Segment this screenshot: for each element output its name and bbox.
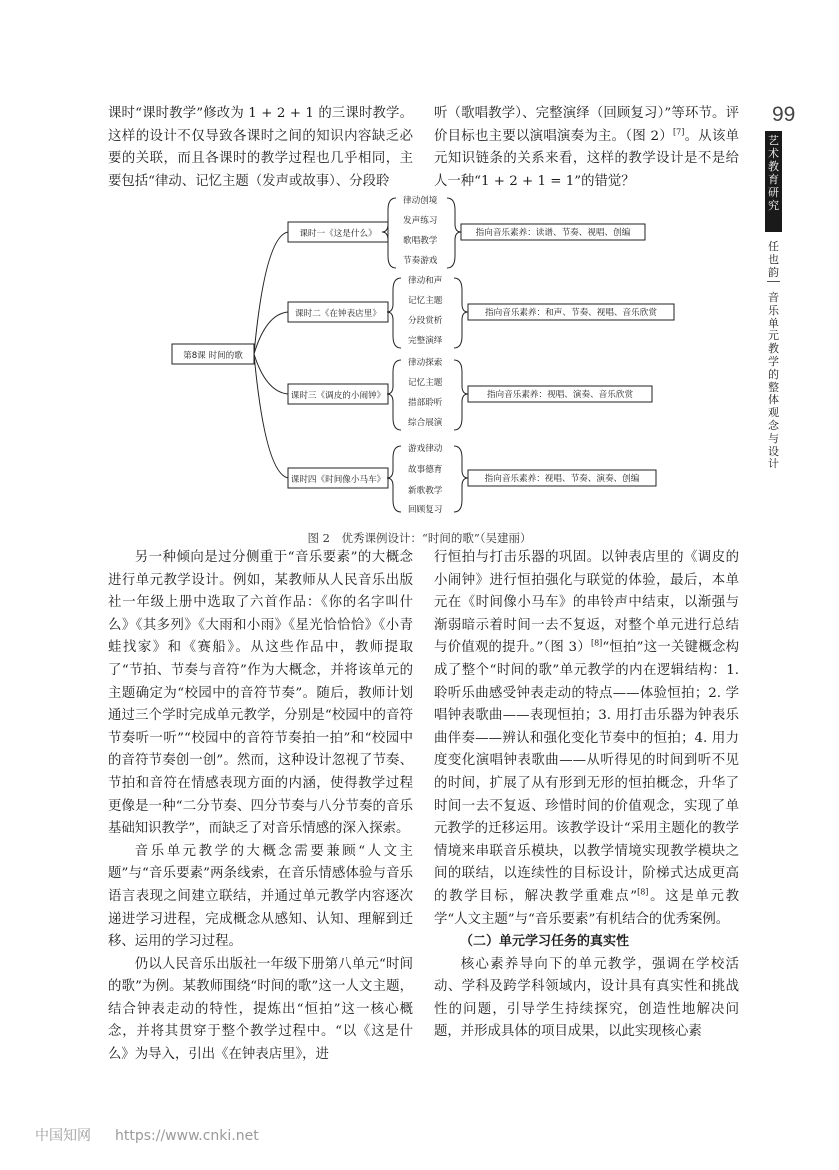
activity-item: 措部聆听	[408, 398, 443, 408]
author-name: 任也韵	[768, 240, 779, 279]
left-column-top	[108, 103, 413, 193]
root-link	[254, 232, 288, 354]
paragraph: 课时“课时教学”修改为 1 + 2 + 1 的三课时教学。这样的设计不仅导致各课时之间的知识内容缺乏必要的关联，而且各课时的教学过程也几乎相同，主要包括“律动、记忆主题（发声或故事）、分段聆	[108, 106, 413, 189]
activity-item: 游戏律动	[408, 444, 443, 454]
activity-item: 故事德育	[408, 465, 443, 475]
lesson-node: 课时一《这是什么》	[299, 229, 377, 239]
site-name: 中国知网	[35, 1128, 91, 1144]
activity-item: 综合展演	[408, 418, 443, 428]
citation[interactable]: [8]	[637, 887, 649, 897]
root-link	[254, 354, 288, 478]
citation[interactable]: [7]	[672, 127, 685, 137]
activity-item: 回顾复习	[408, 505, 443, 515]
activity-item: 记忆主题	[408, 378, 443, 388]
page-number: 99	[772, 103, 796, 126]
activity-item: 发声练习	[403, 216, 438, 226]
lesson-node: 课时二《在钟表店里》	[295, 309, 381, 319]
left-column-bottom	[108, 547, 413, 1067]
lesson-node: 课时三《调皮的小闹钟》	[290, 391, 386, 401]
paragraph: 另一种倾向是过分侧重于“音乐要素”的大概念进行单元教学设计。例如，某教师从人民音乐出版社一年级上册中选取了六首作品：《你的名字叫什么》《其多列》《大雨和小雨》《星光恰恰恰》《小青蛙找家》和《赛船》。从这些作品中，教师提取了“节拍、节奏与音符”作为大概念，并将该单元的主题确定为“校园中的音符节奏”。随后，教师计划通过三个学时完成单元教学，分别是“校园中的音符节奏听一听”“校园中的音符节奏拍一拍”和“校园中的音符节奏创一创”。然而，这种设计忽视了节奏、节拍和音符在情感表现方面的内涵，使得教学过程更像是一种“二分节奏、四分节奏与八分节奏的音乐基础知识教学”，而缺乏了对音乐情感的深入探索。	[108, 550, 413, 837]
sidebar-divider	[767, 281, 780, 282]
section-heading: （二）单元学习任务的真实性	[460, 934, 630, 950]
paragraph: 仍以人民音乐出版社一年级下册第八单元“时间的歌”为例。某教师围绕“时间的歌”这一人文主题，结合钟表走动的特性，提炼出“恒拍”这一核心概念，并将其贯穿于整个教学过程中。“以《这是什么》为导入，引出《在钟表店里》，进	[108, 956, 413, 1063]
activity-item: 新歌教学	[408, 486, 443, 496]
figure-caption: 图 2 优秀课例设计：“时间的歌”（吴建丽）	[307, 531, 532, 545]
article-title: 音乐单元教学的整体观念与设计	[768, 291, 779, 471]
root-link	[254, 354, 288, 394]
right-column-bottom	[434, 547, 739, 1044]
paragraph: 音乐单元教学的大概念需要兼顾“人文主题”与“音乐要素”两条线索，在音乐情感体验与音乐语言表现之间建立联结，并通过单元教学内容逐次递进学习进程，完成概念从感知、认知、理解到迁移、运用的学习过程。	[108, 843, 413, 950]
paragraph: 听（歌唱教学）、完整演绎（回顾复习）”等环节。评价目标也主要以演唱演奏为主。（图 2）[7]。从该单元知识链条的关系来看，这样的教学设计是不是给人一种“1 + 2 + 1 = 1”的错觉？	[434, 106, 739, 189]
activity-item: 律动创境	[403, 196, 438, 206]
activity-item: 分段赏析	[408, 316, 443, 326]
activity-item: 记忆主题	[408, 296, 443, 306]
citation[interactable]: [8]	[590, 638, 603, 648]
goal-node: 指向音乐素养：读谱、节奏、视唱、创编	[475, 228, 631, 238]
activity-item: 节奏游戏	[403, 256, 438, 266]
journal-name: 艺术教育研究	[768, 134, 779, 212]
paragraph: 行恒拍与打击乐器的巩固。以钟表店里的《调皮的小闹钟》进行恒拍强化与联觉的体验，最后，本单元在《时间像小马车》的串铃声中结束，以渐强与渐弱暗示着时间一去不复返，对整个单元进行总结与价值观的提升。”（图 3）[8]“恒拍”这一关键概念构成了整个“时间的歌”单元教学的内在逻辑结构：1. 聆听乐曲感受钟表走动的特点——体验恒拍；2. 学唱钟表歌曲——表现恒拍；3. 用打击乐器为钟表乐曲伴奏——辨认和强化变化节奏中的恒拍；4. 用力度变化演唱钟表歌曲——从听得见的时间到听不见的时间，扩展了从有形到无形的恒拍概念，升华了时间一去不复返、珍惜时间的价值观念，实现了单元教学的迁移运用。该教学设计“采用主题化的教学情境来串联音乐模块，以教学情境实现教学模块之间的联结，以连续性的目标设计，阶梯式达成更高的教学目标，解决教学重难点”[8]。这是单元教学“人文主题”与“音乐要素”有机结合的优秀案例。	[434, 550, 739, 927]
activity-item: 律动和声	[408, 276, 443, 286]
right-column-top	[434, 103, 739, 193]
figure-mindmap	[160, 188, 680, 523]
activity-item: 歌唱教学	[403, 236, 438, 246]
root-link	[254, 312, 288, 354]
paragraph: 核心素养导向下的单元教学，强调在学校活动、学科及跨学科领域内，设计具有真实性和挑战性的问题，引导学生持续探究，创造性地解决问题，并形成具体的项目成果，以此实现核心素	[434, 956, 739, 1040]
lesson-node: 课时四《时间像小马车》	[290, 475, 386, 485]
footer-watermark	[35, 1125, 259, 1145]
activity-item: 律动探索	[408, 358, 443, 368]
activity-item: 完整演绎	[408, 336, 443, 346]
goal-node: 指向音乐素养：视唱、节奏、演奏、创编	[484, 474, 640, 484]
goal-node: 指向音乐素养：视唱、演奏、音乐欣赏	[486, 390, 634, 400]
root-node: 第8课 时间的歌	[183, 351, 243, 361]
site-url[interactable]: https://www.cnki.net	[115, 1128, 259, 1144]
goal-node: 指向音乐素养：和声、节奏、视唱、音乐欣赏	[485, 308, 657, 318]
